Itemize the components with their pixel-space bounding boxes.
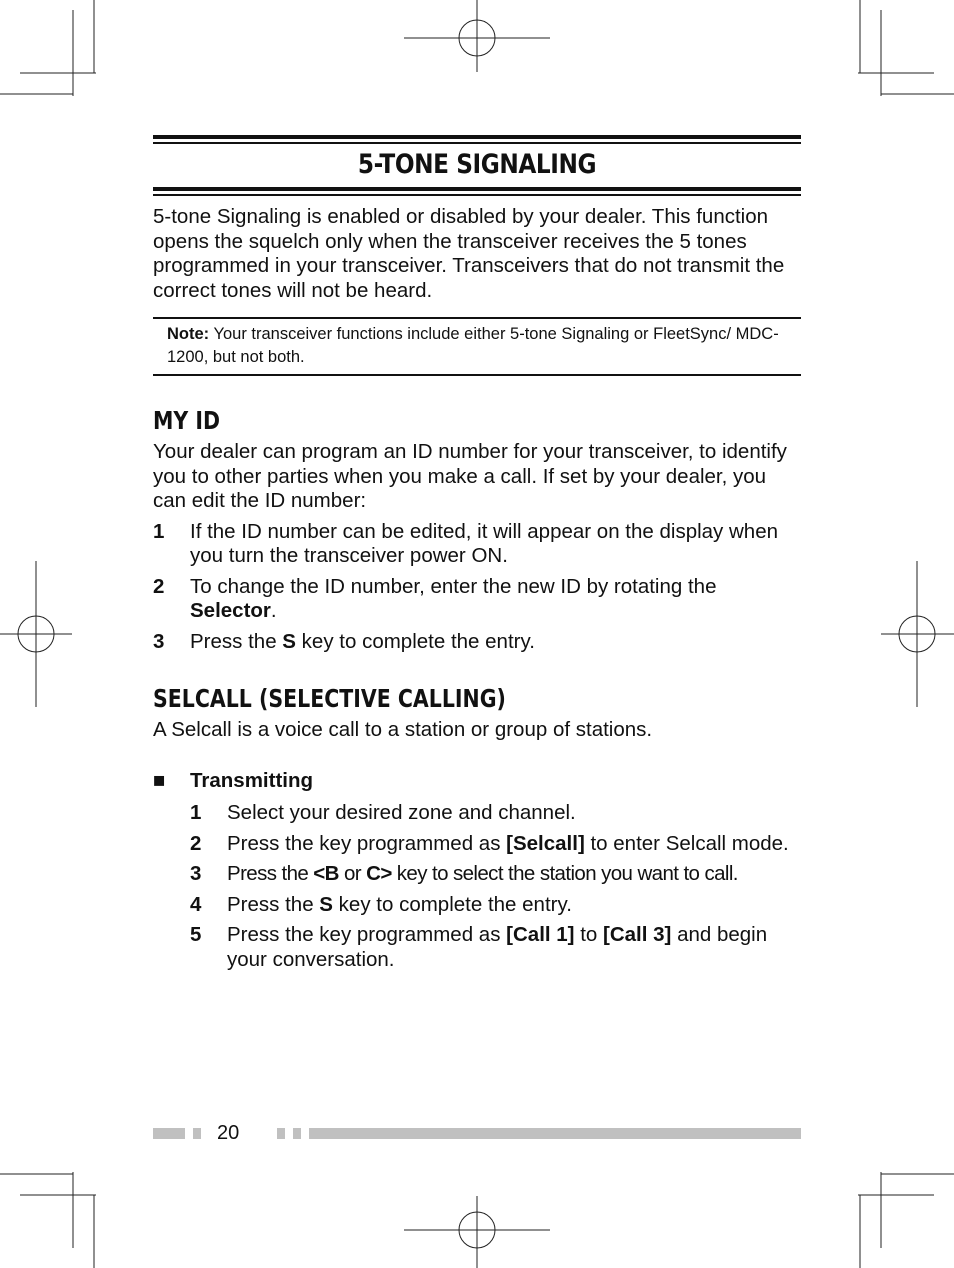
list-item [190, 801, 801, 826]
step-text: If the ID number can be edited, it will appear on the display when you turn the transceiver power ON. [190, 519, 779, 567]
note-label: Note: [167, 325, 210, 343]
step-number: 3 [190, 862, 202, 885]
step-text: Select your desired zone and channel. [227, 801, 576, 824]
page-number: 20 [217, 1122, 240, 1144]
my-id-intro: Your dealer can program an ID number for your transceiver, to identify you to other parties when you make a call. If set by your dealer, you can edit the ID number: [153, 440, 787, 512]
step-number: 4 [190, 892, 202, 916]
footer-bar-segment [193, 1128, 201, 1139]
page-footer [153, 1120, 801, 1146]
note-text: Your transceiver functions include either 5-tone Signaling or FleetSync/ MDC-1200, but not both. [167, 325, 779, 366]
title-rule-top-thin [153, 142, 801, 144]
section-heading-selcall: SELCALL (SELECTIVE CALLING) [153, 684, 506, 713]
list-item [153, 520, 801, 569]
step-text: Press the S key to complete the entry. [190, 629, 535, 653]
list-item [190, 893, 801, 918]
footer-bar-segment [153, 1128, 185, 1139]
step-text: Press the key programmed as [Selcall] to enter Selcall mode. [227, 831, 789, 855]
step-number: 3 [153, 629, 165, 653]
intro-paragraph: 5-tone Signaling is enabled or disabled by your dealer. This function opens the squelch only when the transceiver receives the 5 tones programmed in your transceiver. Transceivers that do not transmit the correct tones will not be heard. [153, 205, 785, 302]
list-item [153, 575, 801, 624]
subheading-transmitting [153, 769, 801, 794]
title-rule-bottom [153, 187, 801, 191]
footer-bar-segment [293, 1128, 301, 1139]
title-rule-top [153, 135, 801, 139]
section-heading-my-id: MY ID [153, 406, 221, 435]
subheading-text: Transmitting [190, 768, 314, 792]
step-number: 2 [190, 831, 202, 855]
title-rule-bottom-thin [153, 194, 801, 196]
list-item [190, 923, 801, 972]
note-box [153, 317, 801, 376]
list-item [190, 832, 801, 857]
step-text: Press the key programmed as [Call 1] to [Call 3] and begin your conversation. [227, 923, 768, 971]
step-number: 1 [190, 801, 202, 824]
transmitting-steps [190, 801, 801, 972]
step-number: 2 [153, 574, 165, 598]
my-id-steps [153, 520, 801, 655]
title-block [153, 135, 801, 195]
list-item [153, 630, 801, 655]
footer-bar-long [309, 1128, 801, 1139]
selcall-intro: A Selcall is a voice call to a station or group of stations. [153, 718, 653, 741]
step-text: Press the <B or C> key to select the station you want to call. [227, 862, 738, 885]
page-content [153, 135, 801, 978]
step-text: Press the S key to complete the entry. [227, 892, 572, 916]
step-number: 1 [153, 519, 165, 543]
footer-bar-segment [277, 1128, 285, 1139]
page-title: 5-TONE SIGNALING [357, 149, 597, 180]
square-bullet-icon: ■ [153, 768, 166, 792]
step-text: To change the ID number, enter the new ID by rotating the Selector. [190, 574, 717, 622]
step-number: 5 [190, 923, 202, 946]
list-item [190, 862, 801, 887]
